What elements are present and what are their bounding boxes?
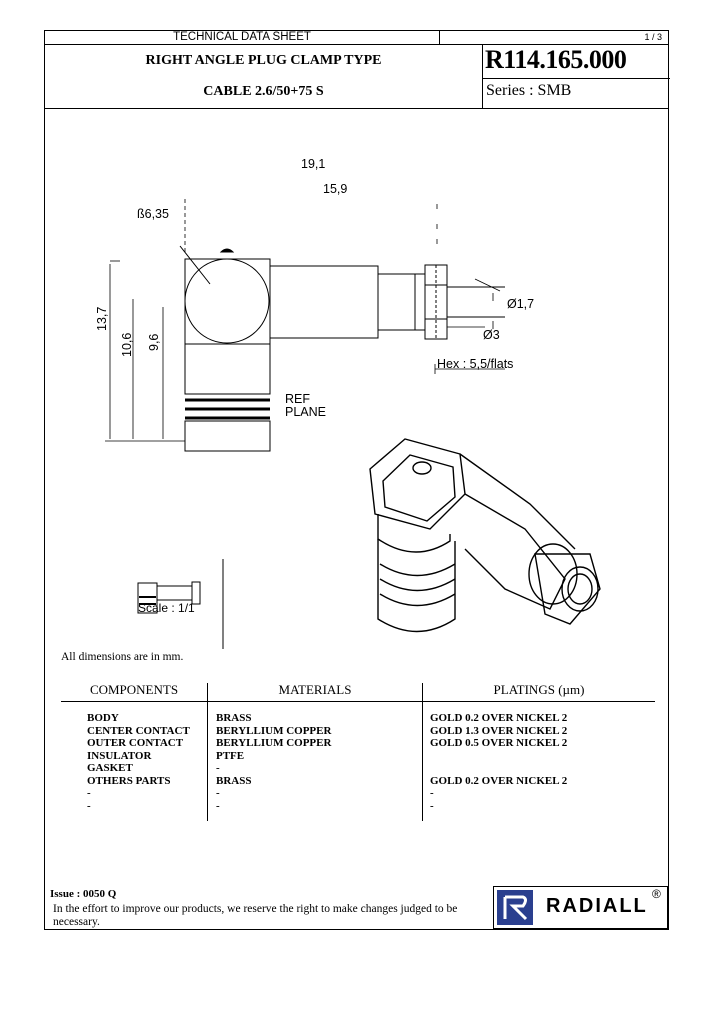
dim-6-35: ß6,35 [137,207,169,221]
component-cell: INSULATOR [87,749,152,762]
material-cell: - [216,787,220,799]
plane-label: PLANE [285,405,326,419]
materials-column [216,712,331,812]
material-cell: BRASS [216,712,252,724]
table-col-divider-2 [422,683,423,821]
title-line-2: CABLE 2.6/50+75 S [203,84,324,99]
disclaimer: In the effort to improve our products, we reserve the right to make changes judged to be necessary. [53,903,458,928]
hex-label: Hex : 5,5/flats [437,357,514,371]
component-cell: - [87,787,91,799]
dim-15-9: 15,9 [323,182,348,196]
dim-10-6: 10,6 [120,332,134,357]
plating-cell [430,762,567,775]
part-number: R114.165.000 [485,45,627,74]
material-cell: - [216,799,220,812]
units-note: All dimensions are in mm. [61,651,184,663]
plating-cell: GOLD 0.5 OVER NICKEL 2 [430,737,568,749]
ref-plane-label [285,393,326,419]
platings-column [430,712,567,812]
dim-9-6: 9,6 [147,333,161,351]
part-divider [482,78,670,79]
dim-3: Ø3 [483,328,500,342]
col-header-materials: MATERIALS [278,682,352,697]
registered-mark: ® [652,887,661,901]
plating-cell: - [430,787,434,799]
component-cell: GASKET [87,762,133,774]
table-header-line [61,701,655,702]
sheet-label: TECHNICAL DATA SHEET [173,31,311,43]
plating-cell: GOLD 0.2 OVER NICKEL 2 [430,774,568,787]
plating-cell [430,750,567,763]
material-cell: BERYLLIUM COPPER [216,737,332,749]
data-sheet-frame [44,30,669,930]
connector-3d-view [370,439,600,632]
page-number: 1 / 3 [644,32,662,42]
components-column [87,712,190,812]
logo-mark-icon [497,890,533,925]
dim-13-7: 13,7 [95,306,109,331]
scale-label: Scale : 1/1 [138,601,195,615]
radiall-logo [493,886,668,929]
technical-drawing [45,109,668,669]
component-cell: - [87,799,91,812]
col-header-components: COMPONENTS [89,682,179,697]
material-cell: PTFE [216,749,245,762]
plating-cell: GOLD 1.3 OVER NICKEL 2 [430,724,568,737]
component-cell: BODY [87,712,119,724]
ref-label: REF [285,392,310,406]
plating-cell: - [430,799,434,812]
component-cell: CENTER CONTACT [87,724,190,737]
plating-cell: GOLD 0.2 OVER NICKEL 2 [430,712,568,724]
material-cell: BERYLLIUM COPPER [216,724,332,737]
col-header-platings: PLATINGS (µm) [493,682,585,697]
table-col-divider-1 [207,683,208,821]
series-label: Series : SMB [486,82,572,99]
brand-name: RADIALL [546,895,648,917]
material-cell: - [216,762,220,774]
dim-19-1: 19,1 [301,157,326,171]
component-cell: OTHERS PARTS [87,774,171,787]
title-divider [482,44,483,108]
connector-side-view [180,246,505,451]
dim-1-7: Ø1,7 [507,297,535,311]
component-cell: OUTER CONTACT [87,737,184,749]
title-line-1: RIGHT ANGLE PLUG CLAMP TYPE [145,53,382,68]
issue-label: Issue : 0050 Q [50,888,117,900]
material-cell: BRASS [216,774,252,787]
